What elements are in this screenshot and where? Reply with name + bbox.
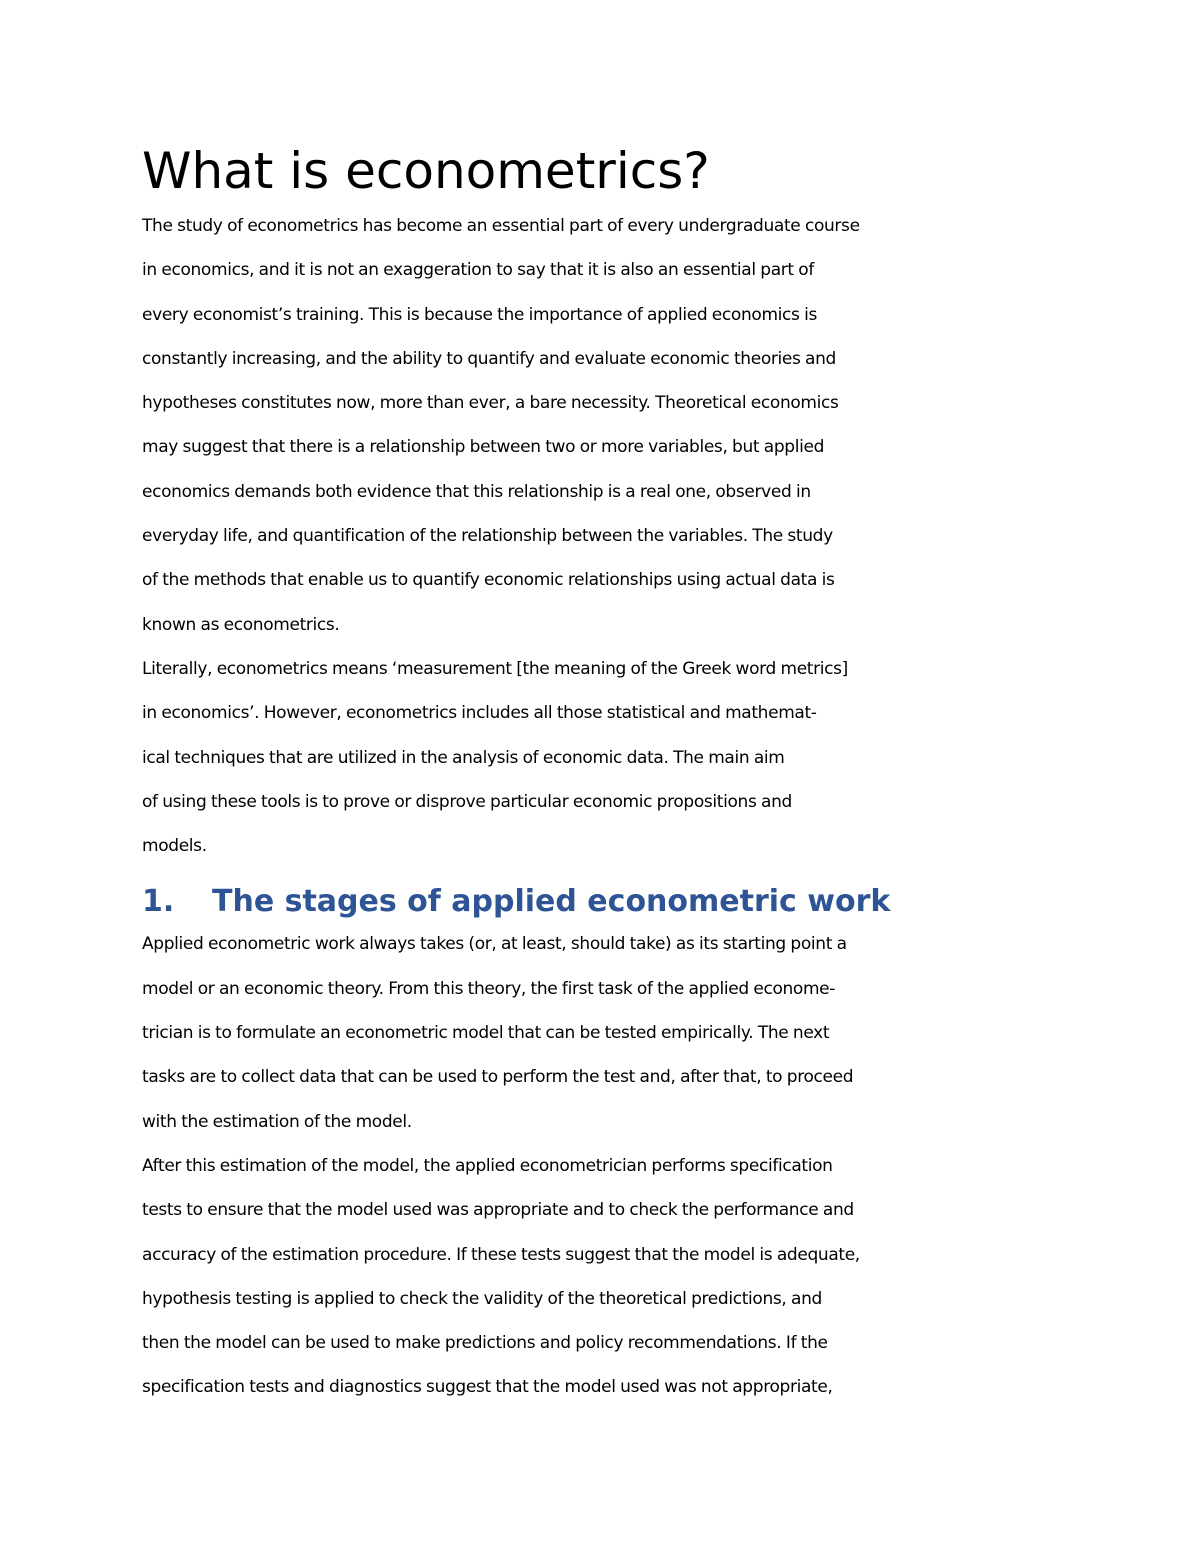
text-line: then the model can be used to make predictions and policy recommendations. If the — [142, 1333, 828, 1354]
text-line: The study of econometrics has become an essential part of every undergraduate course — [142, 216, 860, 236]
text-line: every economist’s training. This is because the importance of applied economics is — [142, 304, 817, 325]
text-line: in economics, and it is not an exaggeration to say that it is also an essential part of — [142, 260, 814, 281]
text-line: models. — [142, 836, 207, 857]
text-line: Literally, econometrics means ‘measurement [the meaning of the Greek word metrics] — [142, 658, 848, 679]
text-line: hypotheses constitutes now, more than ever, a bare necessity. Theoretical economics — [142, 393, 839, 414]
text-line: hypothesis testing is applied to check the validity of the theoretical predictions, and — [142, 1288, 822, 1309]
text-line: tasks are to collect data that can be used to perform the test and, after that, to proceed — [142, 1067, 854, 1088]
section-heading-text: The stages of applied econometric work — [212, 884, 891, 920]
text-line: may suggest that there is a relationship between two or more variables, but applied — [142, 437, 825, 458]
text-line: in economics’. However, econometrics includes all those statistical and mathemat- — [142, 703, 817, 724]
text-line: model or an economic theory. From this theory, the first task of the applied econome- — [142, 978, 836, 999]
text-line: trician is to formulate an econometric model that can be tested empirically. The next — [142, 1023, 830, 1044]
text-line: known as econometrics. — [142, 614, 340, 635]
text-line: accuracy of the estimation procedure. If these tests suggest that the model is adequate, — [142, 1244, 860, 1265]
text-line: economics demands both evidence that this relationship is a real one, observed in — [142, 481, 811, 502]
paragraph-3 — [142, 922, 922, 1143]
document-title: What is econometrics? — [142, 142, 710, 200]
text-line: specification tests and diagnostics suggest that the model used was not appropriate, — [142, 1377, 833, 1398]
document-body — [142, 140, 922, 1410]
section-heading — [142, 882, 922, 922]
text-line: of the methods that enable us to quantify economic relationships using actual data is — [142, 570, 835, 591]
paragraph-4 — [142, 1144, 922, 1410]
text-line: with the estimation of the model. — [142, 1111, 412, 1132]
text-line: tests to ensure that the model used was appropriate and to check the performance and — [142, 1200, 854, 1221]
text-line: ical techniques that are utilized in the analysis of economic data. The main aim — [142, 747, 785, 768]
paragraph-1 — [142, 204, 922, 647]
section-number: 1. — [142, 884, 175, 920]
text-line: constantly increasing, and the ability to quantify and evaluate economic theories and — [142, 348, 836, 369]
text-line: Applied econometric work always takes (or, at least, should take) as its starting point a — [142, 934, 847, 955]
text-line: of using these tools is to prove or disprove particular economic propositions and — [142, 791, 792, 812]
text-line: everyday life, and quantification of the relationship between the variables. The study — [142, 526, 833, 547]
paragraph-2 — [142, 647, 922, 868]
text-line: After this estimation of the model, the applied econometrician performs specification — [142, 1155, 833, 1176]
